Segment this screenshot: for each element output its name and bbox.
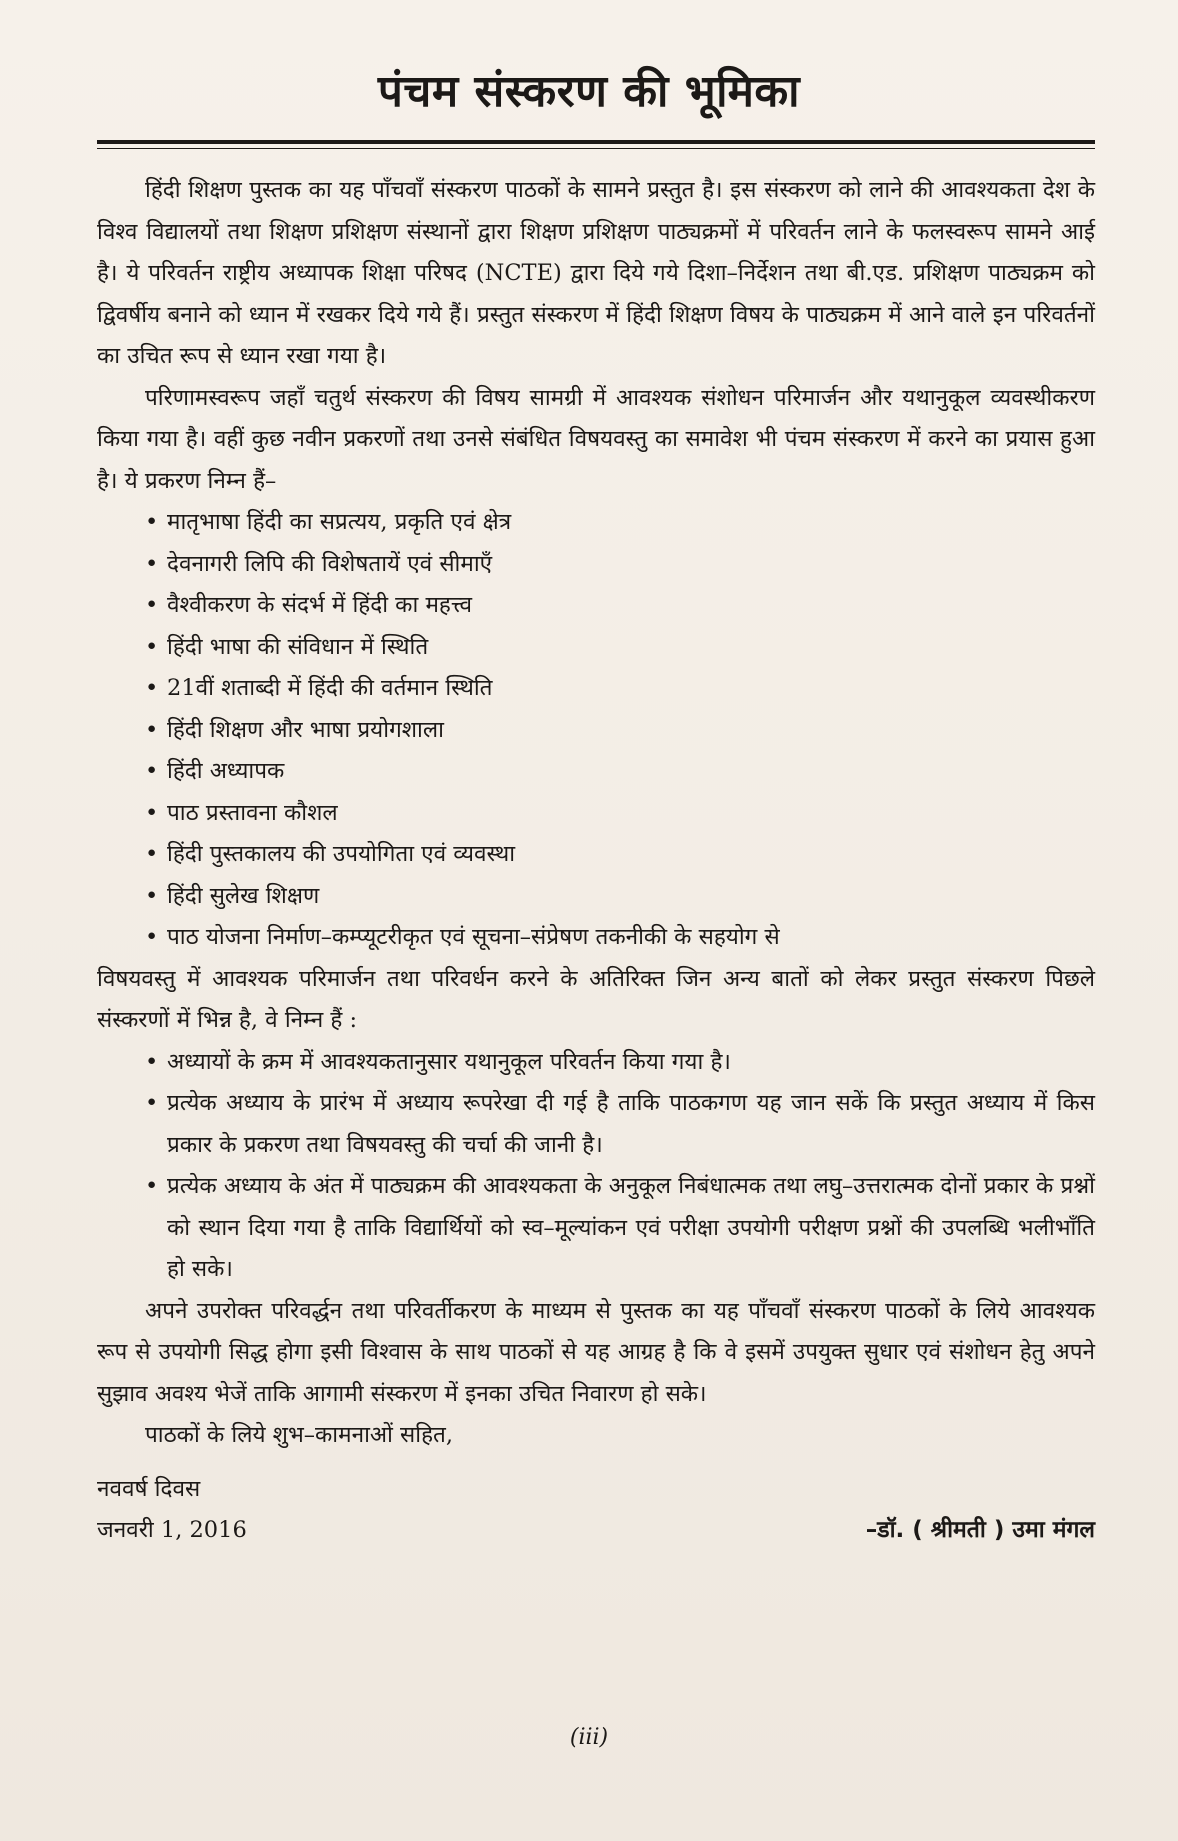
request-paragraph: अपने उपरोक्त परिवर्द्धन तथा परिवर्तीकरण के माध्यम से पुस्तक का यह पाँचवाँ संस्करण पाठकों के लिये आवश्यक रूप से उपयोगी सिद्ध होगा इसी विश्वास के साथ पाठकों से यह आग्रह है कि वे इसमें उपयुक्त सुधार एवं संशोधन हेतु अपने सुझाव अवश्य भेजें ताकि आगामी संस्करण में इनका उचित निवारण हो सके।	[97, 1297, 1095, 1407]
topic-item: • हिंदी सुलेख शिक्षण	[97, 876, 1095, 918]
topic-item: • हिंदी भाषा की संविधान में स्थिति	[97, 627, 1095, 669]
intro-paragraph: हिंदी शिक्षण पुस्तक का यह पाँचवाँ संस्करण पाठकों के सामने प्रस्तुत है। इस संस्करण को लाने की आवश्यकता देश के विश्व विद्यालयों तथा शिक्षण प्रशिक्षण संस्थानों द्वारा शिक्षण प्रशिक्षण पाठ्यक्रमों में परिवर्तन लाने के फलस्वरूप सामने आई है। ये परिवर्तन राष्ट्रीय अध्यापक शिक्षा परिषद (NCTE) द्वारा दिये गये दिशा–निर्देशन तथा बी.एड. प्रशिक्षण पाठ्यक्रम को द्विवर्षीय बनाने को ध्यान में रखकर दिये गये हैं। प्रस्तुत संस्करण में हिंदी शिक्षण विषय के पाठ्यक्रम में आने वाले इन परिवर्तनों का उचित रूप से ध्यान रखा गया है।	[97, 177, 1096, 369]
greeting-line: पाठकों के लिये शुभ–कामनाओं सहित,	[145, 1422, 454, 1448]
author-signature: –डॉ. ( श्रीमती ) उमा मंगल	[865, 1517, 1095, 1543]
difference-paragraph: विषयवस्तु में आवश्यक परिमार्जन तथा परिवर्धन करने के अतिरिक्त जिन अन्य बातों को लेकर प्रस्तुत संस्करण पिछले संस्करणों में भिन्न है, वे निम्न हैं :	[97, 965, 1095, 1033]
feature-item: • प्रत्येक अध्याय के अंत में पाठ्यक्रम की आवश्यकता के अनुकूल निबंधात्मक तथा लघु–उत्तरात्मक दोनों प्रकार के प्रश्नों को स्थान दिया गया है ताकि विद्यार्थियों को स्व–मूल्यांकन एवं परीक्षा उपयोगी परीक्षण प्रश्नों की उपलब्धि भलीभाँति हो सके।	[97, 1166, 1095, 1291]
new-topics-list	[97, 502, 1095, 959]
topic-item: • हिंदी शिक्षण और भाषा प्रयोगशाला	[97, 710, 1095, 752]
topic-item: • वैश्वीकरण के संदर्भ में हिंदी का महत्त्व	[97, 585, 1095, 627]
title-underline-thick	[97, 140, 1095, 144]
feature-item: • अध्यायों के क्रम में आवश्यकतानुसार यथानुकूल परिवर्तन किया गया है।	[97, 1042, 1095, 1084]
occasion-line: नववर्ष दिवस	[97, 1475, 201, 1502]
topic-item: • पाठ प्रस्तावना कौशल	[97, 793, 1095, 835]
page-title: पंचम संस्करण की भूमिका	[377, 66, 801, 117]
page-number: (iii)	[569, 1725, 609, 1750]
topic-item: • पाठ योजना निर्माण–कम्प्यूटरीकृत एवं सूचना–संप्रेषण तकनीकी के सहयोग से	[97, 917, 1095, 959]
topic-item: • 21वीं शताब्दी में हिंदी की वर्तमान स्थिति	[97, 668, 1095, 710]
topic-item: • देवनागरी लिपि की विशेषतायें एवं सीमाएँ	[97, 544, 1095, 586]
date-line: जनवरी 1, 2016	[97, 1517, 247, 1543]
topic-item: • मातृभाषा हिंदी का सप्रत्यय, प्रकृति एवं क्षेत्र	[97, 502, 1095, 544]
date-signature-row	[97, 1510, 1095, 1552]
topic-item: • हिंदी अध्यापक	[97, 751, 1095, 793]
features-list	[97, 1042, 1095, 1291]
topic-item: • हिंदी पुस्तकालय की उपयोगिता एवं व्यवस्था	[97, 834, 1095, 876]
consequence-paragraph: परिणामस्वरूप जहाँ चतुर्थ संस्करण की विषय सामग्री में आवश्यक संशोधन परिमार्जन और यथानुकूल व्यवस्थीकरण किया गया है। वहीं कुछ नवीन प्रकरणों तथा उनसे संबंधित विषयवस्तु का समावेश भी पंचम संस्करण में करने का प्रयास हुआ है। ये प्रकरण निम्न हैं–	[97, 384, 1095, 494]
title-underline-thin	[97, 148, 1095, 149]
preface-body	[97, 170, 1095, 1552]
feature-item: • प्रत्येक अध्याय के प्रारंभ में अध्याय रूपरेखा दी गई है ताकि पाठकगण यह जान सकें कि प्रस्तुत अध्याय में किस प्रकार के प्रकरण तथा विषयवस्तु की चर्चा की जानी है।	[97, 1083, 1095, 1166]
closing-block	[97, 1469, 1095, 1552]
